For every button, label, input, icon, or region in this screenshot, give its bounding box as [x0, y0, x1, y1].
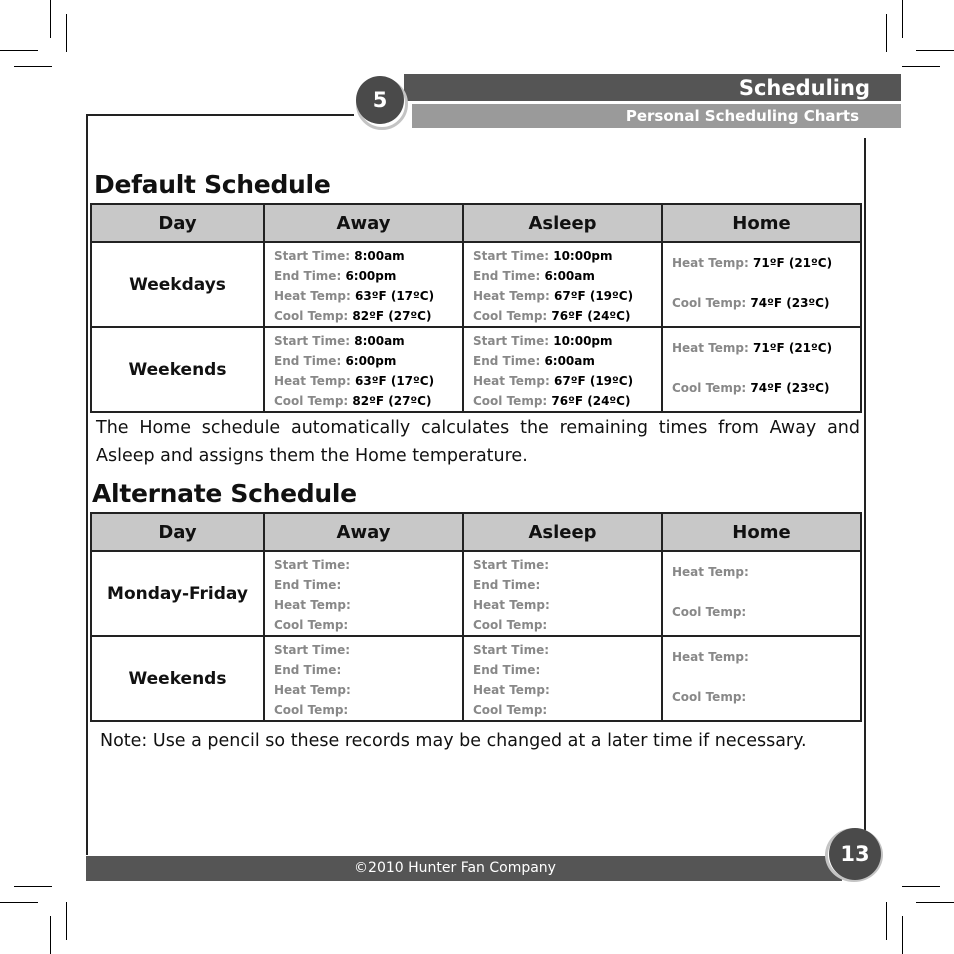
field-label: Start Time:	[274, 558, 351, 572]
field-value: 74ºF (23ºC)	[750, 296, 830, 310]
field-label: Heat Temp:	[274, 598, 351, 612]
field-label: Cool Temp:	[274, 618, 349, 632]
field-value: 6:00am	[544, 354, 595, 368]
crop-mark	[66, 14, 67, 52]
crop-mark	[50, 916, 51, 954]
alternate-schedule-table	[90, 512, 862, 722]
field-label: Start Time:	[274, 643, 351, 657]
field-label: End Time:	[473, 354, 545, 368]
field-value: 63ºF (17ºC)	[355, 374, 435, 388]
field-value: 6:00pm	[345, 354, 397, 368]
crop-mark	[66, 902, 67, 940]
crop-mark	[902, 66, 940, 67]
table-row	[91, 551, 861, 636]
crop-mark	[14, 886, 52, 887]
page-frame-left	[86, 114, 88, 855]
field-label: End Time:	[274, 354, 346, 368]
crop-mark	[916, 902, 954, 903]
crop-mark	[916, 50, 954, 51]
table-header-row	[91, 204, 861, 242]
field-value: 63ºF (17ºC)	[355, 289, 435, 303]
field-label: Heat Temp:	[473, 374, 554, 388]
crop-mark	[886, 902, 887, 940]
day-cell: Weekends	[91, 327, 264, 412]
field-label: Start Time:	[274, 334, 355, 348]
field-label: Heat Temp:	[274, 374, 355, 388]
field-label: Start Time:	[473, 334, 554, 348]
crop-mark	[0, 902, 38, 903]
section-heading: Scheduling	[738, 76, 870, 100]
field-value: 76ºF (24ºC)	[551, 394, 631, 408]
field-label: Heat Temp:	[672, 341, 753, 355]
field-label: Start Time:	[274, 249, 355, 263]
away-cell	[264, 242, 463, 327]
crop-mark	[902, 886, 940, 887]
field-label: Cool Temp:	[672, 381, 751, 395]
crop-mark	[902, 0, 903, 38]
column-header-away: Away	[264, 513, 463, 551]
field-value: 82ºF (27ºC)	[352, 394, 432, 408]
page-number-badge: 13	[829, 828, 881, 880]
field-value: 67ºF (19ºC)	[554, 374, 634, 388]
field-label: Start Time:	[473, 643, 550, 657]
alternate-schedule-title: Alternate Schedule	[92, 479, 357, 508]
column-header-day: Day	[91, 204, 264, 242]
home-schedule-explanation: The Home schedule automatically calculates the remaining times from Away and Asleep and assigns them the Home temperature.	[96, 418, 860, 466]
table-row	[91, 242, 861, 327]
field-label: End Time:	[473, 578, 541, 592]
column-header-day: Day	[91, 513, 264, 551]
field-value: 8:00am	[354, 249, 405, 263]
field-label: Cool Temp:	[473, 618, 548, 632]
field-label: Cool Temp:	[274, 309, 353, 323]
chapter-number-badge: 5	[356, 76, 404, 124]
field-label: Heat Temp:	[473, 683, 550, 697]
default-schedule-title: Default Schedule	[94, 170, 331, 199]
day-cell: Weekdays	[91, 242, 264, 327]
home-cell	[662, 327, 861, 412]
asleep-cell[interactable]	[463, 636, 662, 721]
day-cell: Weekends	[91, 636, 264, 721]
field-value: 82ºF (27ºC)	[352, 309, 432, 323]
field-label: Start Time:	[473, 249, 554, 263]
field-value: 76ºF (24ºC)	[551, 309, 631, 323]
field-value: 6:00pm	[345, 269, 397, 283]
field-label: Cool Temp:	[473, 309, 552, 323]
copyright-text: ©2010 Hunter Fan Company	[354, 860, 556, 876]
column-header-away: Away	[264, 204, 463, 242]
field-label: End Time:	[274, 578, 342, 592]
field-value: 8:00am	[354, 334, 405, 348]
field-label: Start Time:	[473, 558, 550, 572]
field-label: End Time:	[274, 269, 346, 283]
field-label: Cool Temp:	[672, 296, 751, 310]
field-label: Cool Temp:	[473, 394, 552, 408]
away-cell	[264, 327, 463, 412]
column-header-home: Home	[662, 204, 861, 242]
field-value: 10:00pm	[553, 249, 613, 263]
field-label: Heat Temp:	[274, 683, 351, 697]
asleep-cell	[463, 327, 662, 412]
day-cell: Monday-Friday	[91, 551, 264, 636]
crop-mark	[0, 50, 38, 51]
field-label: Heat Temp:	[473, 289, 554, 303]
field-label: Cool Temp:	[473, 703, 548, 717]
field-label: Heat Temp:	[672, 565, 749, 579]
field-label: Heat Temp:	[473, 598, 550, 612]
field-label: End Time:	[274, 663, 342, 677]
field-label: Cool Temp:	[672, 690, 747, 704]
pencil-note: Note: Use a pencil so these records may be changed at a later time if necessary.	[100, 731, 807, 751]
page-frame-right	[864, 138, 866, 834]
field-value: 74ºF (23ºC)	[750, 381, 830, 395]
field-value: 71ºF (21ºC)	[753, 341, 833, 355]
default-schedule-table	[90, 203, 862, 413]
field-label: End Time:	[473, 269, 545, 283]
page-frame-top	[86, 114, 354, 116]
asleep-cell[interactable]	[463, 551, 662, 636]
asleep-cell	[463, 242, 662, 327]
field-value: 71ºF (21ºC)	[753, 256, 833, 270]
home-cell[interactable]	[662, 636, 861, 721]
crop-mark	[50, 0, 51, 38]
column-header-asleep: Asleep	[463, 513, 662, 551]
field-label: End Time:	[473, 663, 541, 677]
field-label: Cool Temp:	[672, 605, 747, 619]
column-header-home: Home	[662, 513, 861, 551]
field-value: 10:00pm	[553, 334, 613, 348]
field-label: Heat Temp:	[672, 256, 753, 270]
column-header-asleep: Asleep	[463, 204, 662, 242]
field-label: Heat Temp:	[672, 650, 749, 664]
home-cell	[662, 242, 861, 327]
crop-mark	[14, 66, 52, 67]
crop-mark	[902, 916, 903, 954]
table-row	[91, 636, 861, 721]
away-cell[interactable]	[264, 636, 463, 721]
home-cell[interactable]	[662, 551, 861, 636]
field-label: Cool Temp:	[274, 703, 349, 717]
table-row	[91, 327, 861, 412]
away-cell[interactable]	[264, 551, 463, 636]
crop-mark	[886, 14, 887, 52]
field-label: Cool Temp:	[274, 394, 353, 408]
field-value: 6:00am	[544, 269, 595, 283]
table-header-row	[91, 513, 861, 551]
field-value: 67ºF (19ºC)	[554, 289, 634, 303]
section-subheading: Personal Scheduling Charts	[625, 107, 859, 125]
field-label: Heat Temp:	[274, 289, 355, 303]
